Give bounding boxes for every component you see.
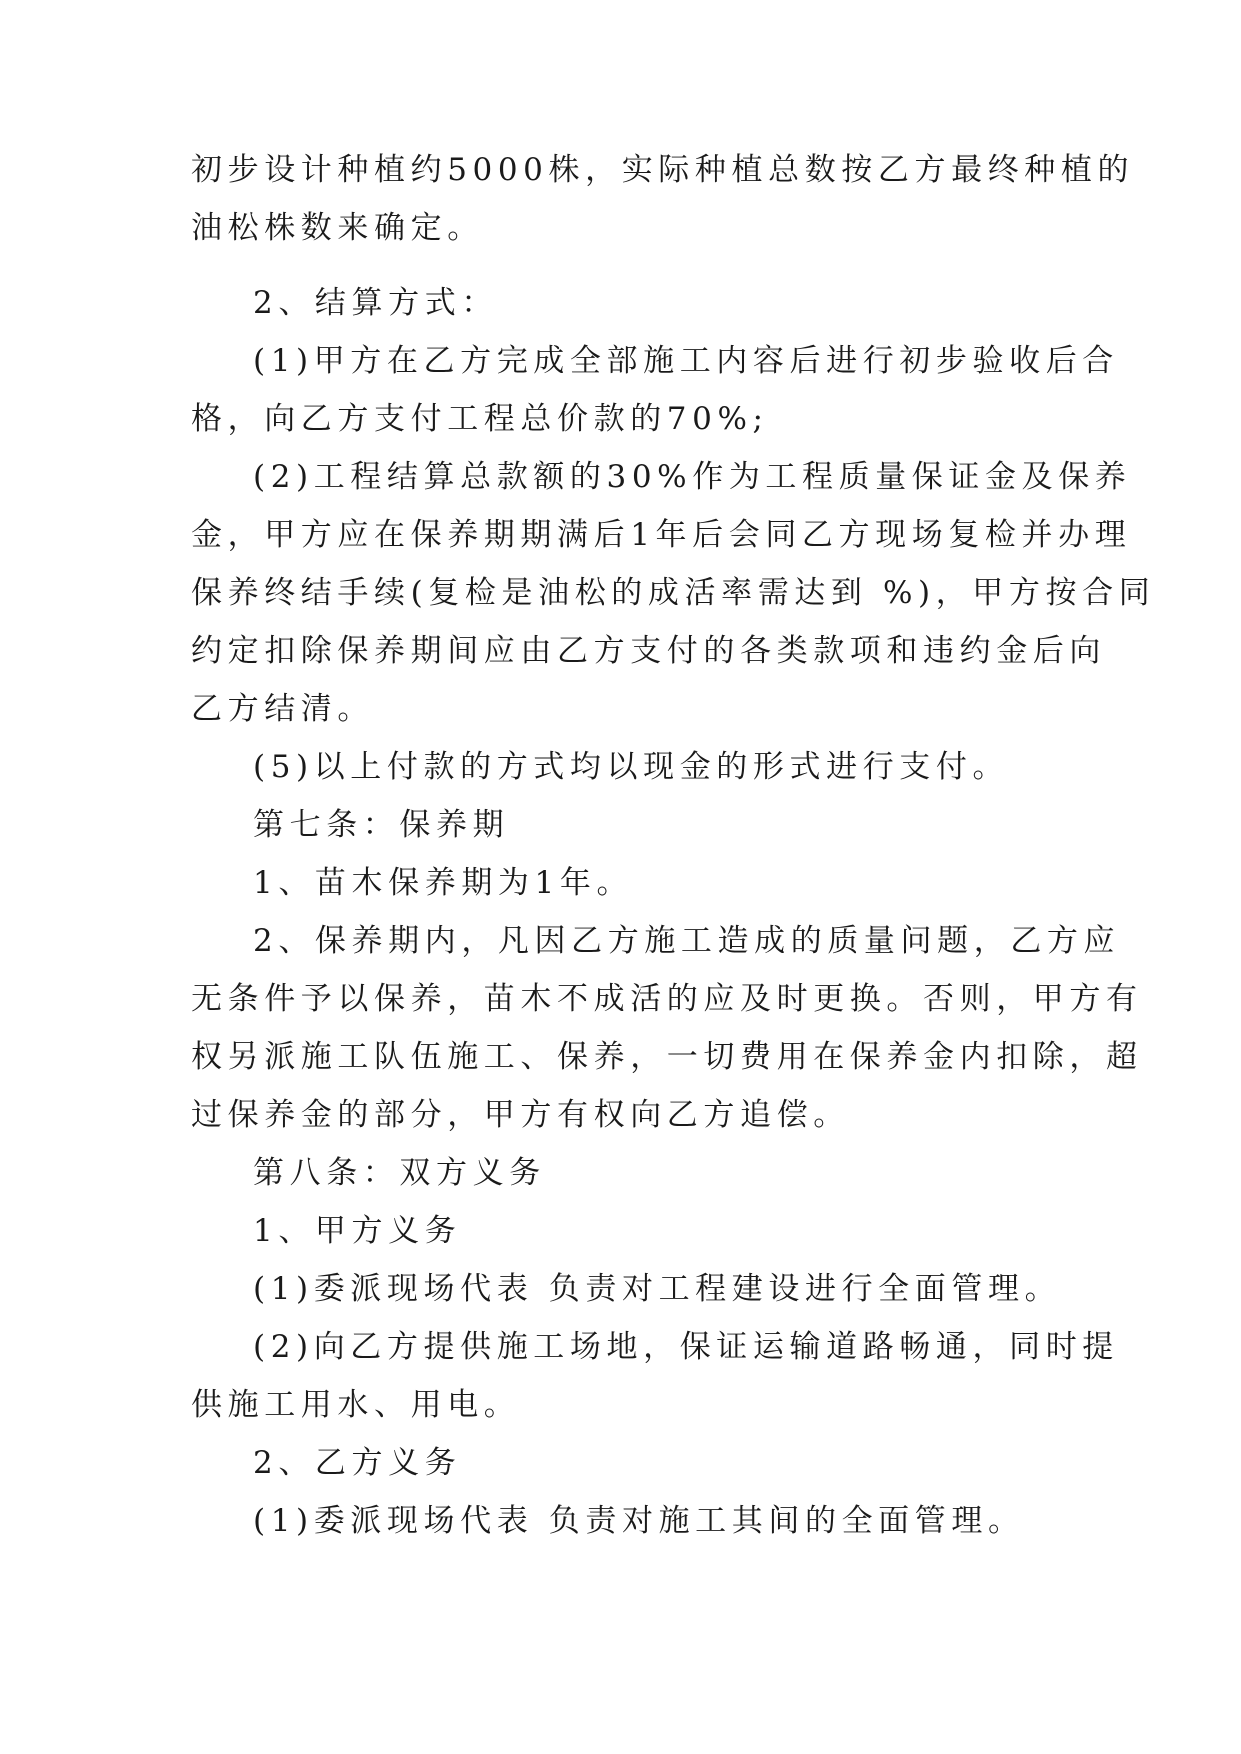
text-line: 油松株数来确定。 — [191, 210, 484, 246]
text-line: (2)工程结算总款额的30%作为工程质量保证金及保养 — [253, 459, 1132, 495]
section-heading: 第七条：保养期 — [253, 807, 510, 843]
text-line: 2、结算方式： — [253, 285, 498, 321]
section-heading: 第八条：双方义务 — [253, 1155, 546, 1191]
text-line: 2、乙方义务 — [253, 1445, 462, 1481]
text-line: (1)委派现场代表 负责对施工其间的全面管理。 — [253, 1503, 1025, 1539]
text-line: (1)甲方在乙方完成全部施工内容后进行初步验收后合 — [253, 343, 1119, 379]
text-line: 乙方结清。 — [191, 691, 374, 727]
text-line: (5)以上付款的方式均以现金的形式进行支付。 — [253, 749, 1010, 785]
text-line: 保养终结手续(复检是油松的成活率需达到 %)，甲方按合同 — [191, 575, 1156, 611]
text-line: 1、甲方义务 — [253, 1213, 462, 1249]
text-line: 初步设计种植约5000株，实际种植总数按乙方最终种植的 — [191, 152, 1135, 188]
text-line: 权另派施工队伍施工、保养，一切费用在保养金内扣除，超 — [191, 1039, 1143, 1075]
text-line: (2)向乙方提供施工场地，保证运输道路畅通，同时提 — [253, 1329, 1119, 1365]
text-line: 供施工用水、用电。 — [191, 1387, 521, 1423]
text-line: 过保养金的部分，甲方有权向乙方追偿。 — [191, 1097, 850, 1133]
text-line: 约定扣除保养期间应由乙方支付的各类款项和违约金后向 — [191, 633, 1106, 669]
text-line: (1)委派现场代表 负责对工程建设进行全面管理。 — [253, 1271, 1062, 1307]
text-line: 2、保养期内，凡因乙方施工造成的质量问题，乙方应 — [253, 923, 1121, 959]
text-line: 格，向乙方支付工程总价款的70%; — [191, 401, 769, 437]
text-line: 1、苗木保养期为1年。 — [253, 865, 634, 901]
text-line: 无条件予以保养，苗木不成活的应及时更换。否则，甲方有 — [191, 981, 1143, 1017]
text-line: 金，甲方应在保养期期满后1年后会同乙方现场复检并办理 — [191, 517, 1132, 553]
